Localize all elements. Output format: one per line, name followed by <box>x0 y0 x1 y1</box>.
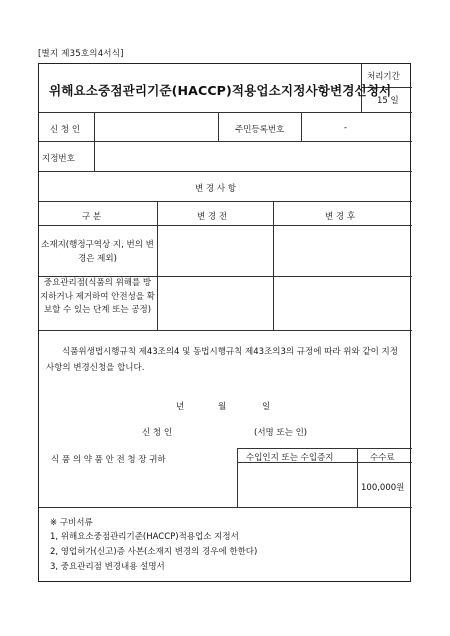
processing-period-value: 15 일 <box>377 96 399 106</box>
divider <box>39 201 412 202</box>
signature-applicant: 신 청 인 <box>142 428 173 438</box>
divider <box>39 171 412 172</box>
attachments-heading: ※ 구비서류 <box>50 518 93 528</box>
rrn-value: - <box>344 123 348 133</box>
designation-number-label: 지정번호 <box>42 154 75 164</box>
addressee: 식 품 의 약 품 안 전 청 장 귀하 <box>51 455 166 465</box>
attachment-item: 1, 위해요소중점관리기준(HACCP)적용업소 지정서 <box>50 532 239 542</box>
processing-period-label: 처리기간 <box>367 72 400 82</box>
applicant-label: 신 청 인 <box>50 125 81 135</box>
column-before: 변 경 전 <box>197 212 228 222</box>
column-category: 구 분 <box>82 212 102 222</box>
divider <box>273 201 274 330</box>
divider <box>39 507 412 508</box>
divider <box>39 330 412 331</box>
divider <box>301 112 302 141</box>
attachment-item: 2, 영업허가(신고)증 사본(소재지 변경의 경우에 한한다) <box>50 547 258 557</box>
stamp-label: 수입인지 또는 수입증지 <box>246 453 334 463</box>
form-title: 위해요소중점관리기준(HACCP)적용업소지정사항변경신청서 <box>49 83 392 98</box>
fee-value: 100,000원 <box>361 483 405 493</box>
row-ccp-label: 중요관리점(식품의 위해를 방지하거나 제거하여 안전성을 확보할 수 있는 단계 또는 공정) <box>40 278 155 315</box>
column-after: 변 경 후 <box>325 212 356 222</box>
fee-label: 수수료 <box>370 453 395 463</box>
divider <box>39 225 412 226</box>
date-day: 일 <box>262 402 271 412</box>
statement-text: 식품위생법시행규칙 제43조의4 및 동법시행규칙 제43조의3의 규정에 따라 위와 같이 지정사항의 변경신청을 합니다. <box>46 347 398 373</box>
divider <box>157 201 158 330</box>
divider <box>218 112 219 141</box>
attachment-item: 3, 중요관리점 변경내용 설명서 <box>50 562 165 572</box>
divider <box>357 448 358 507</box>
rrn-label: 주민등록번호 <box>235 125 285 135</box>
row-location-label: 소재지(행정구역상 지, 번의 변경은 제외) <box>41 240 154 264</box>
form-reference: [별지 제35호의4서식] <box>38 49 124 59</box>
divider <box>237 448 412 449</box>
divider <box>237 448 238 507</box>
divider <box>94 112 95 171</box>
signature-sign: (서명 또는 인) <box>254 428 308 438</box>
date-month: 월 <box>218 402 227 412</box>
date-year: 년 <box>176 402 185 412</box>
change-section-heading: 변 경 사 항 <box>195 184 236 194</box>
form-frame <box>38 63 411 582</box>
